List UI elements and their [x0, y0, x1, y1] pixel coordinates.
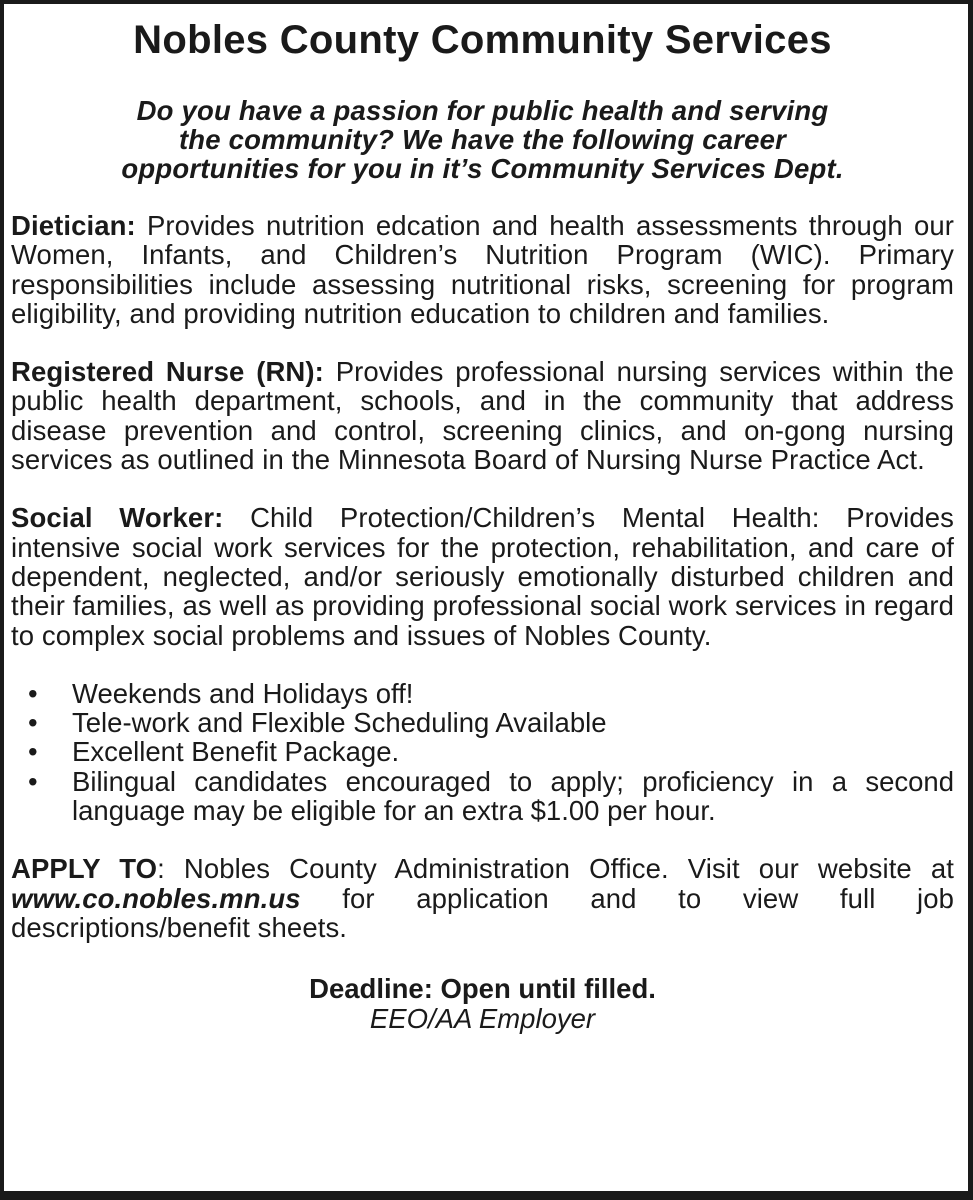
- bullet-icon: •: [28, 677, 38, 709]
- position-dietician: [11, 211, 954, 328]
- bullet-icon: •: [28, 707, 38, 739]
- benefit-text: Excellent Benefit Package.: [72, 736, 400, 768]
- position-registered-nurse: [11, 357, 954, 474]
- intro-line-3: opportunities for you in it’s Community Services Dept.: [121, 153, 844, 184]
- website-link[interactable]: www.co.nobles.mn.us: [11, 882, 301, 914]
- benefit-item: [11, 679, 954, 708]
- apply-instructions: [11, 854, 954, 942]
- apply-label: APPLY TO: [11, 853, 158, 885]
- benefit-text: Weekends and Holidays off!: [72, 677, 414, 709]
- position-heading: Social Worker:: [11, 502, 224, 534]
- benefit-text: Bilingual candidates encouraged to apply; proficiency in a second language may be eligible for an extra $1.00 per hour.: [72, 765, 954, 827]
- apply-text-after: for application and to view full job descriptions/benefit sheets.: [11, 882, 954, 943]
- deadline-text: Deadline: Open until filled.: [309, 973, 656, 1005]
- bullet-icon: •: [28, 736, 38, 768]
- job-ad-content: [11, 4, 954, 1034]
- benefit-text: Tele-work and Flexible Scheduling Available: [72, 707, 607, 739]
- ad-title: Nobles County Community Services: [133, 18, 832, 62]
- position-description: Child Protection/Children’s Mental Health: Provides intensive social work services for the protection, rehabilitation, and care of dependent, neglected, and/or seriously emotionally disturbed children and their families, as well as providing professional social work services in regard to complex social problems and issues of Nobles County.: [11, 502, 954, 651]
- bullet-icon: •: [28, 765, 38, 797]
- intro-line-2: the community? We have the following career: [178, 124, 787, 155]
- eeo-statement: EEO/AA Employer: [369, 1003, 596, 1035]
- intro-line-1: Do you have a passion for public health and serving: [136, 95, 829, 126]
- position-heading: Dietician:: [11, 210, 136, 241]
- position-heading: Registered Nurse (RN):: [11, 356, 324, 388]
- intro-text: [11, 96, 954, 183]
- position-description: Provides professional nursing services within the public health department, schools, and in the community that address disease prevention and control, screening clinics, and on-gong nursing services as outlined in the Minnesota Board of Nursing Nurse Practice Act.: [11, 356, 954, 476]
- benefit-item: [11, 708, 954, 737]
- position-description: Provides nutrition edcation and health assessments through our Women, Infants, and Children’s Nutrition Program (WIC). Primary responsibilities include assessing nutritional risks, screening for program eligibility, and providing nutrition education to children and families.: [11, 210, 954, 329]
- apply-text-before: : Nobles County Administration Office. Visit our website at: [157, 853, 955, 885]
- benefit-item: [11, 767, 954, 826]
- benefits-list: [11, 679, 954, 825]
- benefit-item: [11, 737, 954, 766]
- position-social-worker: [11, 503, 954, 649]
